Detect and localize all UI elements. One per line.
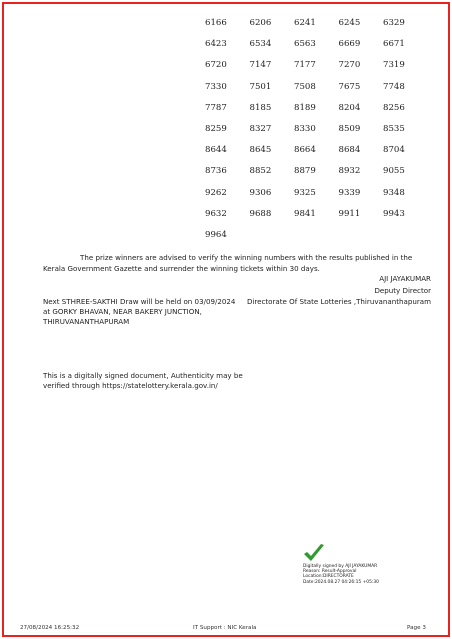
verify-url-line: verified through https://statelottery.kerala.gov.in/	[43, 381, 218, 391]
signatory-office: Directorate Of State Lotteries ,Thiruvananthapuram	[246, 297, 431, 306]
winning-number: 6245	[338, 18, 361, 28]
winning-number: 8509	[338, 123, 361, 134]
winning-number: 9325	[294, 187, 316, 198]
winning-number: 7147	[249, 60, 272, 71]
winning-number: 9339	[338, 187, 361, 198]
winning-number: 8189	[294, 102, 316, 113]
checkmark-icon	[303, 543, 325, 563]
sign-location: Location:DIRECTORATE	[303, 574, 354, 580]
winning-number: 7270	[338, 60, 361, 71]
footer-timestamp: 27/08/2024 16:25:32	[20, 625, 80, 631]
winning-number: 8330	[294, 123, 316, 134]
signed-by: Digitally signed by AJI JAYAKUMAR	[303, 564, 378, 569]
winning-number: 9841	[294, 208, 316, 219]
footer-support: IT Support : NIC Kerala	[193, 625, 257, 631]
sign-date: Date:2024.08.27 04:26:15 +05:30	[303, 579, 379, 585]
winning-numbers-grid	[205, 17, 428, 250]
winning-number: 7508	[294, 81, 316, 92]
winning-number: 8932	[338, 166, 361, 177]
draw-venue-line: at GORKY BHAVAN, NEAR BAKERY JUNCTION,	[43, 307, 202, 317]
winning-number: 8535	[383, 123, 405, 134]
winning-number: 9911	[338, 208, 361, 219]
next-draw-info	[43, 297, 235, 328]
footer-page-number: Page 3	[407, 625, 426, 631]
winning-number: 8736	[205, 166, 227, 177]
winning-number: 7748	[383, 81, 405, 92]
note-line: This is a digitally signed document, Authenticity may be	[43, 371, 243, 380]
winning-number: 6534	[249, 39, 272, 50]
signatory-title: Deputy Director	[374, 286, 431, 295]
draw-city-line: THIRUVANANTHAPURAM	[43, 317, 130, 327]
winning-number: 9306	[249, 187, 272, 198]
winning-number: 6329	[383, 18, 405, 28]
winning-number: 9943	[383, 208, 405, 219]
winning-number: 6241	[294, 18, 316, 28]
winning-number: 6671	[383, 39, 405, 50]
winning-number: 9632	[205, 208, 227, 219]
winning-number: 9688	[249, 208, 272, 219]
winning-number: 7330	[205, 81, 227, 92]
next-draw-line: Next STHREE-SAKTHI Draw will be held on 03/09/2024	[43, 297, 236, 306]
winning-number: 7675	[338, 81, 361, 92]
prize-notice: The prize winners are advised to verify the winning numbers with the results published in the Kerala Government Gazette and surrender the winning tickets within 30 days.	[43, 253, 413, 273]
winning-number: 8327	[249, 123, 272, 134]
winning-number: 9348	[383, 187, 405, 198]
winning-number: 8259	[205, 123, 227, 134]
winning-number: 8879	[294, 166, 316, 177]
winning-number: 9055	[383, 166, 405, 177]
winning-number: 6669	[338, 39, 361, 50]
winning-number: 8664	[294, 145, 316, 156]
winning-number: 7319	[383, 60, 405, 71]
winning-number: 7787	[205, 102, 227, 113]
signatory-name: AJI JAYAKUMAR	[379, 274, 431, 283]
winning-number: 8645	[249, 145, 272, 156]
winning-number: 7177	[294, 60, 316, 71]
winning-number: 6166	[205, 18, 227, 28]
winning-number: 6423	[205, 39, 227, 50]
sign-reason: Reason: Result-Approval	[303, 569, 357, 575]
winning-number: 6563	[294, 39, 316, 50]
winning-number: 7501	[249, 81, 272, 92]
winning-number: 9262	[205, 187, 227, 198]
winning-number: 9964	[205, 229, 227, 240]
winning-number: 8684	[338, 145, 361, 156]
winning-number: 6206	[249, 18, 272, 28]
winning-number: 6720	[205, 60, 227, 71]
winning-number: 8256	[383, 102, 405, 113]
signature-details	[303, 564, 379, 585]
winning-number: 8704	[383, 145, 405, 156]
digital-sign-note	[43, 371, 243, 391]
winning-number: 8644	[205, 145, 227, 156]
winning-number: 8852	[249, 166, 272, 177]
winning-number: 8204	[338, 102, 361, 113]
winning-number: 8185	[249, 102, 272, 113]
